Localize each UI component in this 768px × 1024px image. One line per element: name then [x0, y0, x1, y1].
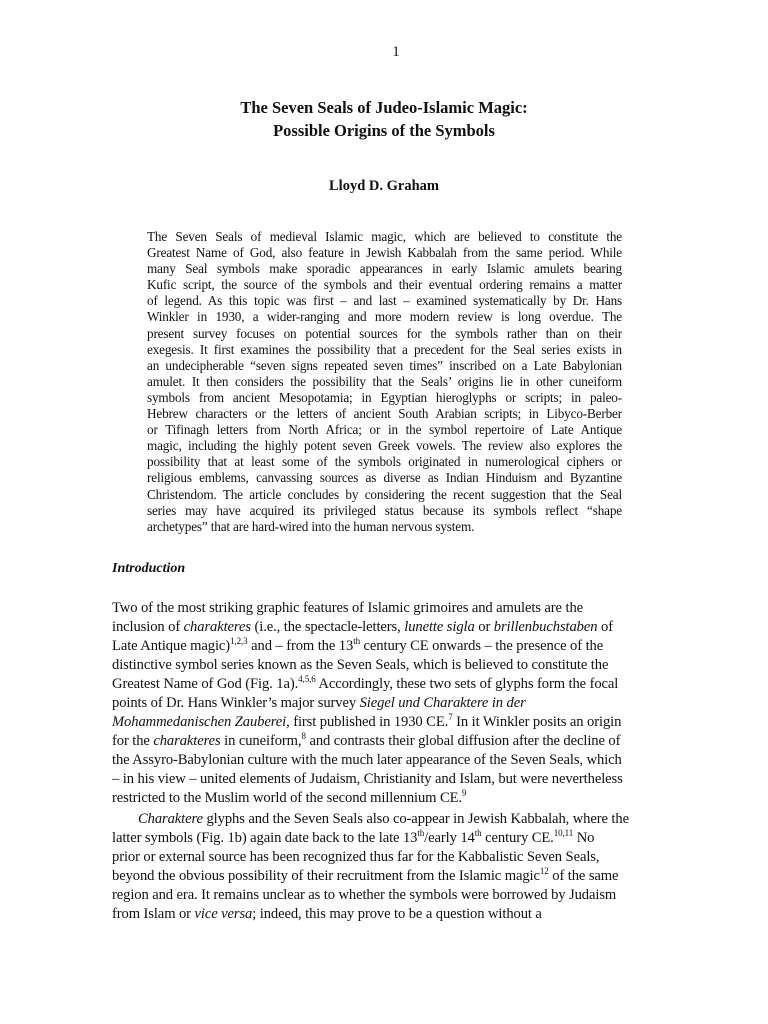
footnote-ref: 1,2,3: [230, 636, 248, 646]
abstract-line: The Seven Seals of medieval Islamic magic, which are believed to constitute the: [147, 229, 622, 244]
footnote-ref: 10,11: [553, 828, 574, 838]
paragraph-line: for the charakteres in cuneiform,$^8$ and contrasts their global diffusion after the decline of: [112, 731, 621, 749]
abstract-line: Greatest Name of God, also feature in Jewish Kabbalah from the same period. While: [147, 245, 622, 261]
footnote-ref: 12: [539, 866, 549, 876]
paragraph-line: Charaktere glyphs and the Seven Seals also co-appear in Jewish Kabbalah, where the: [138, 811, 629, 827]
paragraph-line: Greatest Name of God (Fig. 1a).$^{4,5,6}$ Accordingly, these two sets of glyphs form the focal: [112, 674, 619, 692]
paragraph-line: from Islam or vice versa; indeed, this may prove to be a question without a: [112, 906, 542, 922]
footnote-ref: 7: [448, 712, 453, 722]
abstract-line: symbols from ancient Mesopotamia; in Egyptian hieroglyphs or scripts; in paleo-: [147, 389, 622, 405]
abstract-line: Kufic script, the source of the symbols and their eventual ordering remains a matter: [147, 277, 622, 293]
paragraph-line: restricted to the Muslim world of the second millennium CE.$^9$: [112, 788, 467, 806]
abstract-line: or Tifinagh letters from North Africa; or in the symbol repertoire of Late Antique: [147, 422, 622, 438]
author-name: Lloyd D. Graham: [329, 178, 439, 194]
paragraph-line: beyond the obvious possibility of their recruitment from the Islamic magic$^{12}$ of the same: [112, 866, 619, 884]
footnote-ref: 8: [301, 731, 306, 741]
paper-title: [0, 96, 768, 142]
title-line-1: The Seven Seals of Judeo-Islamic Magic:: [240, 98, 528, 117]
title-line-2: Possible Origins of the Symbols: [273, 121, 495, 140]
paragraph-line: Late Antique magic)$^{1,2,3}$ and – from the 13th century CE onwards – the presence of the: [112, 636, 604, 654]
abstract-line: possibility that at least some of the symbols originated in numerological ciphers or: [147, 454, 622, 470]
abstract-line: Hebrew characters or the letters of ancient South Arabian scripts; in Libyco-Berber: [147, 406, 622, 422]
abstract-line: of legend. As this topic was first – and last – examined systematically by Dr. Hans: [147, 293, 622, 309]
paragraph-line: – in his view – united elements of Judaism, Christianity and Islam, but were nevertheless: [112, 771, 623, 787]
abstract-line: many Seal symbols make sporadic appearances in early Islamic amulets bearing: [147, 261, 622, 277]
abstract-line: Christendom. The article concludes by considering the recent suggestion that the Seal: [147, 486, 622, 502]
abstract-line: series may have acquired its privileged status because its symbols reflect “shape: [147, 502, 622, 518]
abstract-line: exegesis. It first examines the possibility that a precedent for the Seal series exists in: [147, 341, 622, 357]
abstract-line: present survey focuses on potential sources for the symbols rather than on their: [147, 325, 622, 341]
introduction-paragraph-1: [112, 599, 652, 808]
page-number: 1: [392, 44, 400, 60]
abstract-line: archetypes” that are hard-wired into the human nervous system.: [147, 518, 475, 534]
abstract-line: amulet. It then considers the possibility that the Seals’ origins lie in other cuneiform: [147, 373, 622, 389]
abstract-line: religious emblems, canvassing sources as diverse as Indian Hinduism and Byzantine: [147, 470, 622, 486]
paragraph-line: Mohammedanischen Zauberei, first published in 1930 CE.$^7$ In it Winkler posits an origin: [112, 712, 622, 730]
abstract-line: magic, including the highly potent seven Greek vowels. The review also explores the: [147, 438, 622, 454]
section-heading-introduction: Introduction: [112, 561, 186, 576]
abstract: [147, 229, 622, 535]
paragraph-line: distinctive symbol series known as the Seven Seals, which is believed to constitute the: [112, 657, 609, 673]
footnote-ref: 4,5,6: [298, 674, 316, 684]
paragraph-line: the Assyro-Babylonian culture with the much later appearance of the Seven Seals, which: [112, 752, 622, 768]
paragraph-line: inclusion of charakteres (i.e., the spectacle-letters, lunette sigla or brillenbuchstaben of: [112, 619, 613, 635]
paragraph-line: latter symbols (Fig. 1b) again date back to the late 13th/early 14th century CE.$^{10,11}$ No: [112, 828, 595, 846]
abstract-line: Winkler in 1930, a wider-ranging and more modern review is long overdue. The: [147, 309, 622, 325]
footnote-ref: 9: [461, 788, 467, 798]
paragraph-line: prior or external source has been recognized thus far for the Kabbalistic Seven Seals,: [112, 849, 600, 865]
abstract-line: an undecipherable “seven signs repeated seven times” inscribed on a Late Babylonian: [147, 357, 622, 373]
paragraph-line: Two of the most striking graphic features of Islamic grimoires and amulets are the: [112, 600, 584, 616]
introduction-paragraph-2: [112, 810, 652, 924]
paragraph-line: region and era. It remains unclear as to whether the symbols were borrowed by Judaism: [112, 887, 617, 903]
paragraph-line: points of Dr. Hans Winkler’s major survey Siegel und Charaktere in der: [112, 695, 526, 711]
